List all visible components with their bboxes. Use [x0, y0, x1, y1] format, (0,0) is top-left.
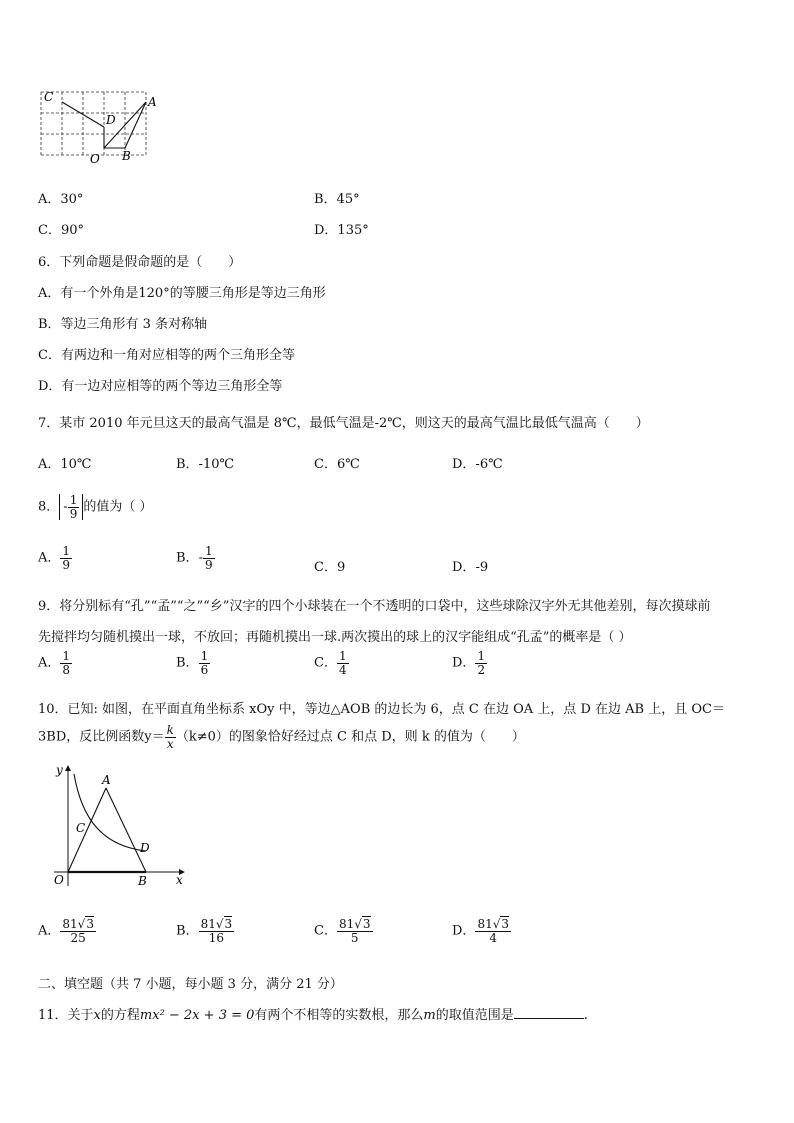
q8-option-d: D．-9 [452, 560, 489, 575]
q10-line1: 10．已知: 如图，在平面直角坐标系 xOy 中，等边△AOB 的边长为 6，点 C 在边 OA 上，点 D 在边 AB 上，且 OC＝ [38, 702, 725, 717]
q10-option-b: B． $\frac{81√3}{16}$ [176, 917, 233, 945]
q10-option-a: A． $\frac{81√3}{25}$ [38, 917, 94, 945]
q8-absolute-value: - $\frac{1}{9}$ [59, 494, 83, 520]
q9-line1: 9．将分别标有“孔”“孟”“之”“乡”汉字的四个小球装在一个不透明的口袋中，这些球除汉字外无其他差别，每次摸球前 [38, 599, 711, 614]
q10-line2: 3BD，反比例函数y＝ $\frac{k}{x}$ （k≠0）的图象恰好经过点 C 和点 D，则 k 的值为（ ） [38, 723, 525, 751]
fig10-label-b: B [138, 874, 147, 888]
q10-option-d: D． $\frac{81√3}{4}$ [452, 917, 510, 945]
q9-option-b: B． $\frac{1}{6}$ [176, 649, 209, 677]
q9-option-c: C． $\frac{1}{4}$ [314, 649, 347, 677]
q5-option-a: A．30° [38, 192, 84, 207]
fig10-label-d: D [140, 841, 150, 855]
q8-option-c: C．9 [314, 560, 346, 575]
fig5-label-o: O [90, 152, 100, 166]
q5-option-c: C．90° [38, 223, 84, 238]
fig10-label-x: x [176, 873, 183, 887]
q6-option-c: C．有两边和一角对应相等的两个三角形全等 [38, 348, 295, 363]
q8-option-b: B．- $\frac{1}{9}$ [176, 544, 213, 572]
q5-grid-figure [36, 88, 160, 172]
fig5-label-c: C [44, 90, 54, 104]
q8-suffix: 的值为（ ） [83, 499, 153, 515]
q8-prefix: 8． [38, 499, 60, 515]
q6-option-a: A．有一个外角是120°的等腰三角形是等边三角形 [38, 286, 326, 301]
q9-option-a: A． $\frac{1}{8}$ [38, 649, 71, 677]
q11-equation: mx² − 2x + 3 = 0 [139, 1008, 255, 1023]
q6-option-b: B．等边三角形有 3 条对称轴 [38, 317, 208, 332]
q7-option-b: B．-10℃ [176, 457, 235, 472]
q5-option-d: D．135° [314, 223, 369, 238]
q10-coordinate-figure [48, 760, 198, 892]
fig5-label-d: D [106, 113, 116, 127]
q8-stem [38, 494, 152, 520]
q8-fraction: $\frac{1}{9}$ [69, 493, 78, 521]
q7-option-d: D．-6℃ [452, 457, 503, 472]
q10-function-fraction: $\frac{k}{x}$ [166, 723, 174, 751]
fig10-label-y: y [56, 763, 63, 777]
q7-stem: 7．某市 2010 年元旦这天的最高气温是 8℃，最低气温是-2℃，则这天的最高气温比最低气温高（ ） [38, 416, 649, 431]
q11-answer-blank[interactable] [514, 1006, 584, 1019]
q7-option-c: C．6℃ [314, 457, 360, 472]
q6-stem: 6．下列命题是假命题的是（ ） [38, 255, 242, 270]
q7-option-a: A．10℃ [38, 457, 92, 472]
q5-option-b: B．45° [314, 192, 360, 207]
q9-option-d: D． $\frac{1}{2}$ [452, 649, 486, 677]
q6-option-d: D．有一边对应相等的两个等边三角形全等 [38, 379, 283, 394]
fig5-label-a: A [148, 95, 157, 109]
section-2-title: 二、填空题（共 7 小题，每小题 3 分，满分 21 分） [38, 977, 343, 992]
q9-line2: 先搅拌均匀随机摸出一球，不放回；再随机摸出一球.两次摸出的球上的汉字能组成“孔孟”的概率是（ ） [38, 630, 632, 645]
fig10-label-o: O [54, 873, 64, 887]
fig5-label-b: B [122, 149, 131, 163]
q8-option-a: A． $\frac{1}{9}$ [38, 544, 71, 572]
q10-option-c: C． $\frac{81√3}{5}$ [314, 917, 371, 945]
q11-stem: 11．关于x的方程mx² − 2x + 3 = 0有两个不相等的实数根，那么m的取值范围是 . [38, 1008, 588, 1023]
fig10-label-a: A [102, 773, 111, 787]
fig10-label-c: C [76, 821, 86, 835]
